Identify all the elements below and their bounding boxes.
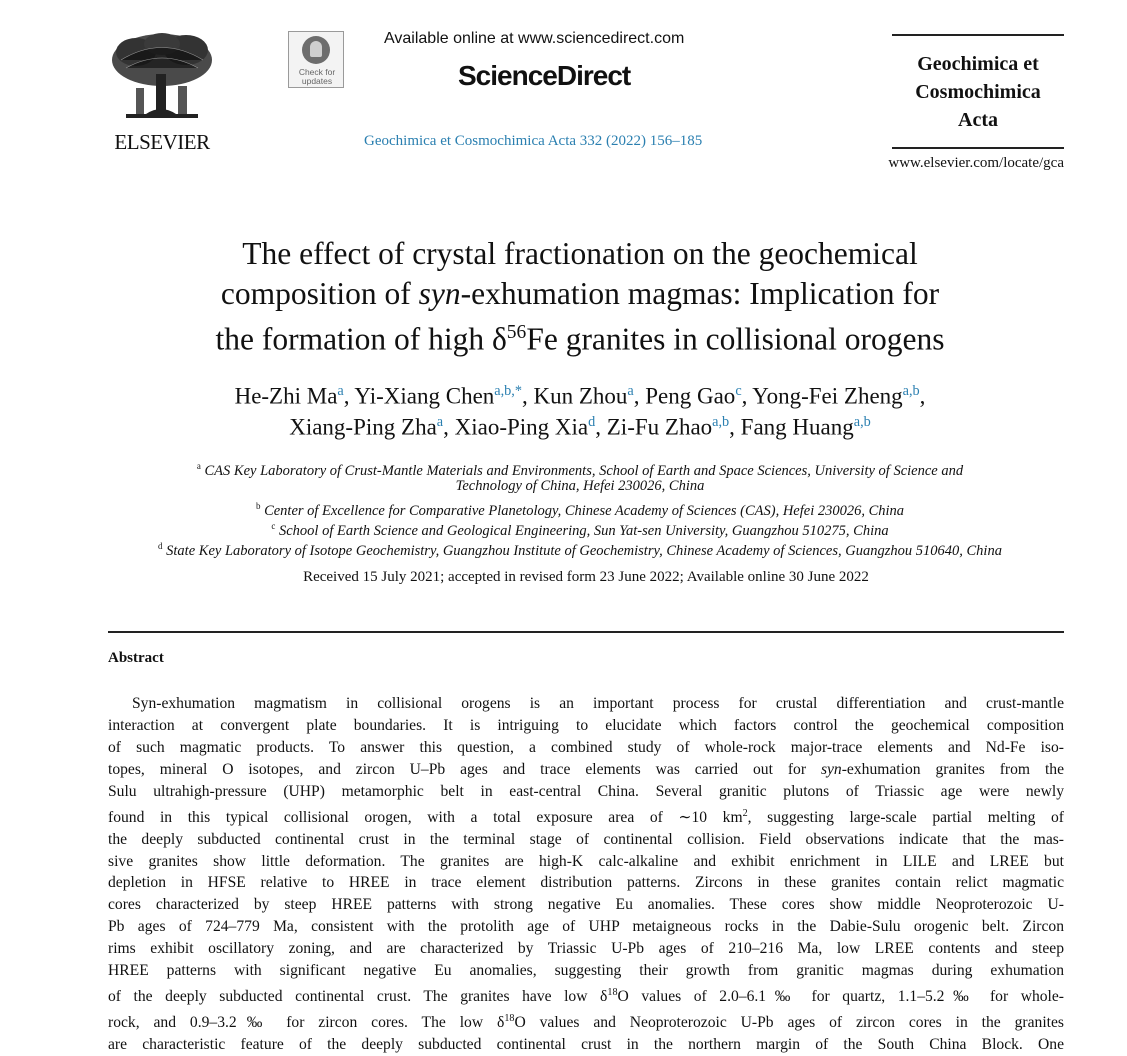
abstract-line: rims exhibit oscillatory zoning, and are characterized by Triassic U-Pb ages of 210–216 Ma, low LREE contents and steep xyxy=(108,940,1064,958)
journal-name-line2: Cosmochimica xyxy=(915,81,1041,103)
authors-line-1: He-Zhi Ma$^a$, Yi-Xiang Chen$^{a,b,*}$, Kun Zhou$^a$, Peng Gao$^c$, Yong-Fei Zheng$^{a,b}$, xyxy=(234,383,926,409)
abstract-line: topes, mineral O isotopes, and zircon U–Pb ages and trace elements was carried out for syn-exhumation granites from the xyxy=(108,760,1064,778)
abstract-line: of the deeply subducted continental crust. The granites have low $\delta^{18}O$ values of 2.0–6.1‰ for quartz, 1.1–5.2‰ for whole- xyxy=(108,986,1064,1006)
sciencedirect-logo: ScienceDirect xyxy=(458,60,631,91)
abstract-line: sive granites show little deformation. The granites are high-K calc-alkaline and exhibit enrichment in LILE and LREE but xyxy=(108,852,1064,870)
divider xyxy=(108,631,1064,633)
authors-line-2: Xiang-Ping Zha$^a$, Xiao-Ping Xia$^d$, Zi-Fu Zhao$^{a,b}$, Fang Huang$^{a,b}$ xyxy=(289,414,871,440)
affiliation-a-line1: $^a$ CAS Key Laboratory of Crust-Mantle Materials and Environments, School of Earth and Space Sciences, University of Science and xyxy=(196,461,964,479)
check-for-updates-button[interactable] xyxy=(288,31,344,88)
journal-name-line1: Geochimica et xyxy=(917,53,1039,75)
abstract-line: the deeply subducted continental crust in the terminal stage of continental collision. Field observations indicate that the mas- xyxy=(108,830,1064,848)
affiliation-a-line2: Technology of China, Hefei 230026, China xyxy=(455,478,705,494)
affiliation-d: $^d$ State Key Laboratory of Isotope Geochemistry, Guangzhou Institute of Geochemistry, Chinese Academy of Sciences, Guangzhou 510640, China xyxy=(158,541,1002,559)
abstract-line: cores characterized by steep HREE patterns with strong negative Eu anomalies. These cores show middle Neoproterozoic U- xyxy=(108,896,1064,914)
journal-url-link[interactable]: www.elsevier.com/locate/gca xyxy=(888,155,1064,171)
title-line-3: the formation of high $\delta^{56}Fe$ granites in collisional orogens xyxy=(215,321,945,357)
abstract-line: rock, and 0.9–3.2‰ for zircon cores. The low $\delta^{18}O$ values and Neoproterozoic U-Pb ages of zircon cores in the granites xyxy=(108,1013,1064,1032)
available-online: Available online at www.sciencedirect.com xyxy=(384,30,685,47)
abstract-line: Syn-exhumation magmatism in collisional orogens is an important process for crustal differentiation and crust-mantle xyxy=(132,695,1064,712)
abstract-line: interaction at convergent plate boundaries. It is intriguing to elucidate which factors control the geochemical composition xyxy=(108,716,1064,734)
received-dates: Received 15 July 2021; accepted in revised form 23 June 2022; Available online 30 June 2022 xyxy=(303,569,869,585)
affiliation-c: $^c$ School of Earth Science and Geological Engineering, Sun Yat-sen University, Guangzhou 510275, China xyxy=(271,521,889,539)
abstract-line: of such magmatic products. To answer this question, a combined study of whole-rock major-trace elements and Nd-Fe iso- xyxy=(108,738,1064,756)
elsevier-tree-icon xyxy=(106,30,218,130)
abstract-line: are characteristic feature of the deeply subducted continental crust in the northern margin of the South China Block. One xyxy=(108,1036,1064,1054)
journal-citation-link[interactable]: Geochimica et Cosmochimica Acta 332 (2022) 156–185 xyxy=(364,133,703,149)
publisher-name: ELSEVIER xyxy=(114,130,210,154)
check-updates-line1: Check for xyxy=(298,67,336,77)
bookmark-icon xyxy=(302,36,330,64)
check-updates-line2: updates xyxy=(301,76,333,86)
abstract-line: Pb ages of 724–779 Ma, consistent with the protolith age of UHP metaigneous rocks in the Dabie-Sulu orogenic belt. Zircon xyxy=(108,918,1064,936)
title-line-2: composition of syn-exhumation magmas: Implication for xyxy=(220,276,940,311)
abstract-body xyxy=(108,693,1064,1056)
title-line-1: The effect of crystal fractionation on the geochemical xyxy=(242,236,918,271)
abstract-line: found in this typical collisional orogen, with a total exposure area of ∼10 $km^2$, suggesting large-scale partial melting of xyxy=(108,807,1064,826)
elsevier-logo xyxy=(106,30,218,154)
journal-name-line3: Acta xyxy=(958,109,998,131)
abstract-heading: Abstract xyxy=(108,650,164,666)
abstract-line: HREE patterns with significant negative Eu anomalies, suggesting their growth from granitic magmas during exhumation xyxy=(108,962,1064,980)
affiliation-b: $^b$ Center of Excellence for Comparative Planetology, Chinese Academy of Sciences (CAS), Hefei 230026, China xyxy=(255,501,905,519)
journal-name-box xyxy=(892,34,1064,149)
abstract-line: Sulu ultrahigh-pressure (UHP) metamorphic belt in east-central China. Several granitic plutons of Triassic age were newly xyxy=(108,782,1064,800)
abstract-line: depletion in HFSE relative to HREE in trace element distribution patterns. Zircons in these granites contain relict magmatic xyxy=(108,874,1064,892)
